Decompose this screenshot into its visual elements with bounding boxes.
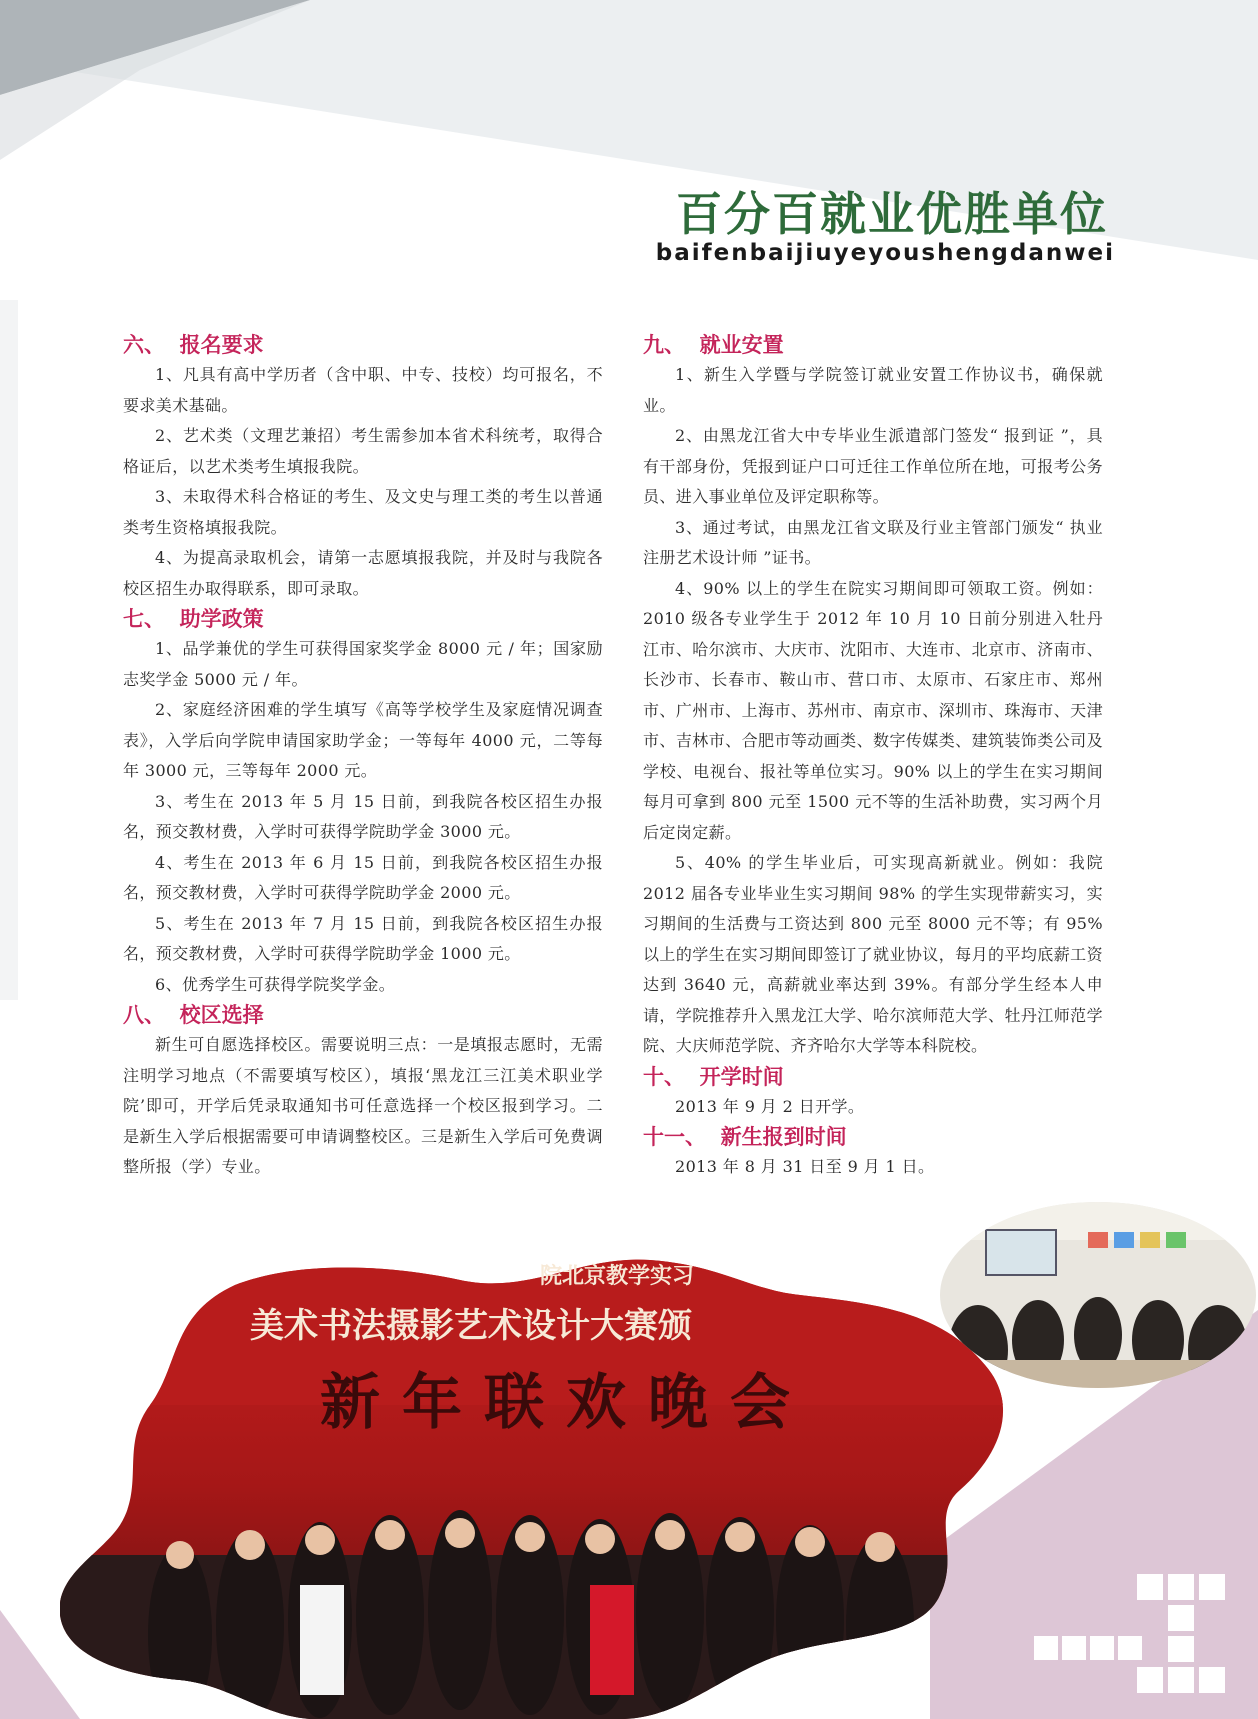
paragraph: 2013 年 8 月 31 日至 9 月 1 日。	[675, 1157, 935, 1176]
right-column	[643, 330, 1103, 1183]
paragraph: 新生可自愿选择校区。需要说明三点：一是填报志愿时，无需注明学习地点（不需要填写校区），填报‘黑龙江三江美术职业学院’即可，开学后凭录取通知书可任意选择一个校区报到学习。二是新生入学后根据需要可申请调整校区。三是新生入学后可免费调整所报（学）专业。	[123, 1035, 603, 1176]
paragraph: 3、未取得术科合格证的考生、及文史与理工类的考生以普通类考生资格填报我院。	[123, 487, 603, 537]
paragraph: 2、由黑龙江省大中专毕业生派遣部门签发“ 报到证 ”，具有干部身份，凭报到证户口可迁往工作单位所在地，可报考公务员、进入事业单位及评定职称等。	[643, 426, 1103, 506]
banner-text-1: 院北京教学实习	[540, 1264, 695, 1289]
left-column	[123, 330, 603, 1183]
paragraph: 3、通过考试，由黑龙江省文联及行业主管部门颁发“ 执业注册艺术设计师 ”证书。	[643, 517, 1103, 567]
left-edge-strip	[0, 300, 18, 1000]
paragraph: 6、优秀学生可获得学院奖学金。	[155, 974, 396, 994]
paragraph: 1、凡具有高中学历者（含中职、中专、技校）均可报名，不要求美术基础。	[123, 365, 603, 415]
paragraph: 1、品学兼优的学生可获得国家奖学金 8000 元 / 年；国家励志奖学金 5000 元 / 年。	[123, 639, 603, 689]
paragraph: 4、90% 以上的学生在院实习期间即可领取工资。例如：2010 级各专业学生于 2012 年 10 月 10 日前分别进入牡丹江市、哈尔滨市、大庆市、沈阳市、大连市、北京市、济南市、长沙市、长春市、鞍山市、营口市、太原市、石家庄市、郑州市、广州市、上海市、苏州市、南京市、深圳市、珠海市、天津市、吉林市、合肥市等动画类、数字传媒类、建筑装饰类公司及学校、电视台、报社等单位实习。90% 以上的学生在实习期间每月可拿到 800 元至 1500 元不等的生活补助费，实习两个月后定岗定薪。	[643, 578, 1103, 842]
paragraph: 4、考生在 2013 年 6 月 15 日前，到我院各校区招生办报名，预交教材费，入学时可获得学院助学金 2000 元。	[123, 852, 603, 902]
banner-text-2: 美术书法摄影艺术设计大赛颁	[250, 1306, 692, 1346]
paragraph: 2、家庭经济困难的学生填写《高等学校学生及家庭情况调查表》，入学后向学院申请国家助学金；一等每年 4000 元，二等每年 3000 元，三等每年 2000 元。	[123, 700, 603, 780]
group-photo-new-year-party	[60, 1255, 1050, 1719]
page-title-pinyin: baifenbaijiuyeyoushengdanwei	[655, 240, 1115, 266]
paragraph: 3、考生在 2013 年 5 月 15 日前，到我院各校区招生办报名，预交教材费，入学时可获得学院助学金 3000 元。	[123, 791, 603, 841]
section-heading-8: 八、 校区选择	[123, 1003, 264, 1027]
paragraph: 4、为提高录取机会，请第一志愿填报我院，并及时与我院各校区招生办取得联系，即可录取。	[123, 548, 603, 598]
classroom-photo	[938, 1200, 1258, 1390]
paragraph: 1、新生入学暨与学院签订就业安置工作协议书，确保就业。	[643, 365, 1103, 415]
paragraph: 5、40% 的学生毕业后，可实现高新就业。例如：我院 2012 届各专业毕业生实习期间 98% 的学生实现带薪实习，实习期间的生活费与工资达到 800 元至 8000 元不等；有 95% 以上的学生在实习期间即签订了就业协议，每月的平均底薪工资达到 3640 元，高薪就业率达到 39%。有部分学生经本人申请，学院推荐升入黑龙江大学、哈尔滨师范大学、牡丹江师范学院、大庆师范学院、齐齐哈尔大学等本科院校。	[643, 853, 1103, 1055]
paragraph: 2、艺术类（文理艺兼招）考生需参加本省术科统考，取得合格证后，以艺术类考生填报我院。	[123, 426, 603, 476]
section-heading-9: 九、 就业安置	[643, 333, 784, 357]
banner-text-3: 新年联欢晚会	[320, 1368, 812, 1438]
paragraph: 2013 年 9 月 2 日开学。	[675, 1096, 865, 1116]
paragraph: 5、考生在 2013 年 7 月 15 日前，到我院各校区招生办报名，预交教材费，入学时可获得学院助学金 1000 元。	[123, 913, 603, 963]
section-heading-10: 十、 开学时间	[643, 1064, 784, 1089]
page-title: 百分百就业优胜单位	[676, 187, 1108, 241]
section-heading-6: 六、 报名要求	[123, 333, 264, 357]
section-heading-11: 十一、 新生报到时间	[643, 1125, 847, 1149]
section-heading-7: 七、 助学政策	[123, 607, 264, 631]
